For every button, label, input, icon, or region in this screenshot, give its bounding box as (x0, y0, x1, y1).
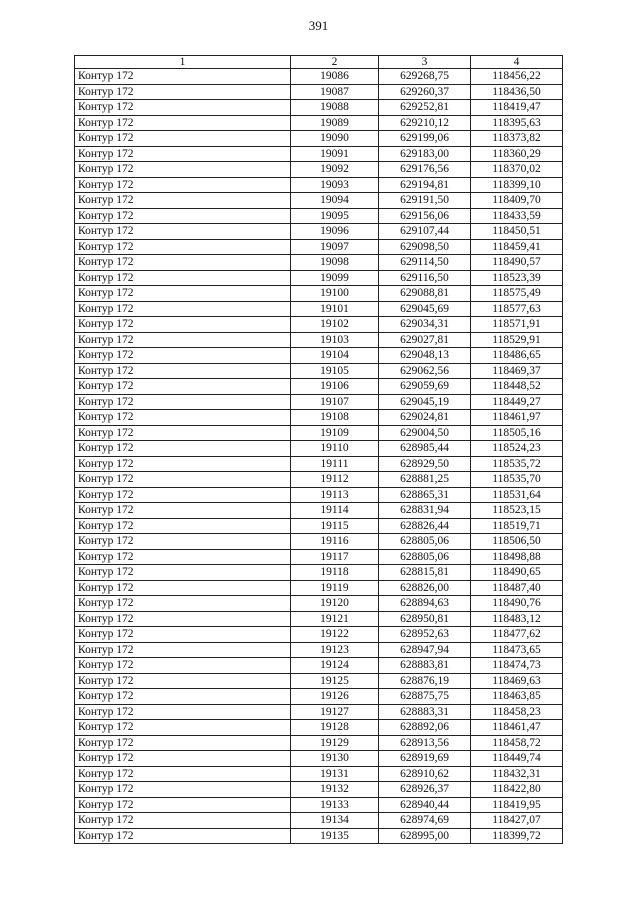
point-number-cell: 19100 (291, 286, 379, 302)
table-row (75, 611, 563, 627)
table-row (75, 348, 563, 364)
contour-name-cell: Контур 172 (75, 84, 291, 100)
x-coordinate-cell: 628929,50 (379, 456, 471, 472)
table-row (75, 317, 563, 333)
table-row (75, 689, 563, 705)
point-number-cell: 19132 (291, 782, 379, 798)
contour-name-cell: Контур 172 (75, 518, 291, 534)
contour-name-cell: Контур 172 (75, 255, 291, 271)
y-coordinate-cell: 118399,72 (471, 828, 563, 844)
point-number-cell: 19115 (291, 518, 379, 534)
point-number-cell: 19125 (291, 673, 379, 689)
table-row (75, 363, 563, 379)
point-number-cell: 19098 (291, 255, 379, 271)
point-number-cell: 19122 (291, 627, 379, 643)
y-coordinate-cell: 118449,27 (471, 394, 563, 410)
y-coordinate-cell: 118370,02 (471, 162, 563, 178)
x-coordinate-cell: 629183,00 (379, 146, 471, 162)
point-number-cell: 19133 (291, 797, 379, 813)
contour-name-cell: Контур 172 (75, 782, 291, 798)
point-number-cell: 19108 (291, 410, 379, 426)
x-coordinate-cell: 629045,69 (379, 301, 471, 317)
table-row (75, 146, 563, 162)
x-coordinate-cell: 629098,50 (379, 239, 471, 255)
point-number-cell: 19097 (291, 239, 379, 255)
contour-name-cell: Контур 172 (75, 193, 291, 209)
y-coordinate-cell: 118529,91 (471, 332, 563, 348)
table-header-row (75, 56, 563, 69)
point-number-cell: 19120 (291, 596, 379, 612)
y-coordinate-cell: 118575,49 (471, 286, 563, 302)
contour-name-cell: Контур 172 (75, 115, 291, 131)
contour-name-cell: Контур 172 (75, 456, 291, 472)
contour-name-cell: Контур 172 (75, 642, 291, 658)
column-header-2: 2 (291, 56, 379, 69)
contour-name-cell: Контур 172 (75, 565, 291, 581)
contour-name-cell: Контур 172 (75, 100, 291, 116)
x-coordinate-cell: 628881,25 (379, 472, 471, 488)
table-row (75, 410, 563, 426)
y-coordinate-cell: 118373,82 (471, 131, 563, 147)
y-coordinate-cell: 118490,76 (471, 596, 563, 612)
table-row (75, 177, 563, 193)
x-coordinate-cell: 628815,81 (379, 565, 471, 581)
point-number-cell: 19094 (291, 193, 379, 209)
y-coordinate-cell: 118427,07 (471, 813, 563, 829)
y-coordinate-cell: 118477,62 (471, 627, 563, 643)
y-coordinate-cell: 118409,70 (471, 193, 563, 209)
point-number-cell: 19096 (291, 224, 379, 240)
point-number-cell: 19092 (291, 162, 379, 178)
y-coordinate-cell: 118490,65 (471, 565, 563, 581)
x-coordinate-cell: 629045,19 (379, 394, 471, 410)
table-row (75, 379, 563, 395)
y-coordinate-cell: 118448,52 (471, 379, 563, 395)
x-coordinate-cell: 628876,19 (379, 673, 471, 689)
contour-name-cell: Контур 172 (75, 131, 291, 147)
contour-name-cell: Контур 172 (75, 286, 291, 302)
point-number-cell: 19135 (291, 828, 379, 844)
table-row (75, 394, 563, 410)
table-row (75, 301, 563, 317)
contour-name-cell: Контур 172 (75, 69, 291, 85)
x-coordinate-cell: 629194,81 (379, 177, 471, 193)
point-number-cell: 19103 (291, 332, 379, 348)
x-coordinate-cell: 628865,31 (379, 487, 471, 503)
point-number-cell: 19116 (291, 534, 379, 550)
column-header-4: 4 (471, 56, 563, 69)
table-row (75, 704, 563, 720)
y-coordinate-cell: 118450,51 (471, 224, 563, 240)
y-coordinate-cell: 118395,63 (471, 115, 563, 131)
contour-name-cell: Контур 172 (75, 425, 291, 441)
x-coordinate-cell: 629059,69 (379, 379, 471, 395)
table-row (75, 782, 563, 798)
table-row (75, 518, 563, 534)
x-coordinate-cell: 629156,06 (379, 208, 471, 224)
point-number-cell: 19126 (291, 689, 379, 705)
x-coordinate-cell: 628910,62 (379, 766, 471, 782)
table-row (75, 828, 563, 844)
table-row (75, 503, 563, 519)
table-row (75, 487, 563, 503)
x-coordinate-cell: 629252,81 (379, 100, 471, 116)
table-row (75, 456, 563, 472)
contour-name-cell: Контур 172 (75, 332, 291, 348)
y-coordinate-cell: 118486,65 (471, 348, 563, 364)
contour-name-cell: Контур 172 (75, 487, 291, 503)
table-row (75, 797, 563, 813)
x-coordinate-cell: 628883,81 (379, 658, 471, 674)
point-number-cell: 19118 (291, 565, 379, 581)
y-coordinate-cell: 118436,50 (471, 84, 563, 100)
y-coordinate-cell: 118419,47 (471, 100, 563, 116)
contour-name-cell: Контур 172 (75, 704, 291, 720)
contour-name-cell: Контур 172 (75, 394, 291, 410)
table-row (75, 673, 563, 689)
table-row (75, 332, 563, 348)
table-row (75, 100, 563, 116)
table-row (75, 580, 563, 596)
x-coordinate-cell: 628826,44 (379, 518, 471, 534)
contour-name-cell: Контур 172 (75, 580, 291, 596)
y-coordinate-cell: 118360,29 (471, 146, 563, 162)
y-coordinate-cell: 118449,74 (471, 751, 563, 767)
point-number-cell: 19134 (291, 813, 379, 829)
x-coordinate-cell: 628826,00 (379, 580, 471, 596)
x-coordinate-cell: 629034,31 (379, 317, 471, 333)
contour-name-cell: Контур 172 (75, 410, 291, 426)
x-coordinate-cell: 629260,37 (379, 84, 471, 100)
y-coordinate-cell: 118523,39 (471, 270, 563, 286)
y-coordinate-cell: 118535,70 (471, 472, 563, 488)
x-coordinate-cell: 628892,06 (379, 720, 471, 736)
table-row (75, 735, 563, 751)
contour-name-cell: Контур 172 (75, 317, 291, 333)
point-number-cell: 19127 (291, 704, 379, 720)
x-coordinate-cell: 629114,50 (379, 255, 471, 271)
page-number: 391 (308, 18, 329, 33)
point-number-cell: 19124 (291, 658, 379, 674)
point-number-cell: 19110 (291, 441, 379, 457)
table-row (75, 766, 563, 782)
contour-name-cell: Контур 172 (75, 534, 291, 550)
point-number-cell: 19121 (291, 611, 379, 627)
y-coordinate-cell: 118487,40 (471, 580, 563, 596)
y-coordinate-cell: 118461,97 (471, 410, 563, 426)
x-coordinate-cell: 628950,81 (379, 611, 471, 627)
y-coordinate-cell: 118577,63 (471, 301, 563, 317)
table-row (75, 255, 563, 271)
contour-name-cell: Контур 172 (75, 658, 291, 674)
y-coordinate-cell: 118432,31 (471, 766, 563, 782)
table-row (75, 565, 563, 581)
contour-name-cell: Контур 172 (75, 611, 291, 627)
table-row (75, 115, 563, 131)
contour-name-cell: Контур 172 (75, 735, 291, 751)
table-row (75, 720, 563, 736)
table-row (75, 425, 563, 441)
contour-name-cell: Контур 172 (75, 208, 291, 224)
table-row (75, 84, 563, 100)
column-header-3: 3 (379, 56, 471, 69)
x-coordinate-cell: 629048,13 (379, 348, 471, 364)
table-row (75, 162, 563, 178)
contour-name-cell: Контур 172 (75, 224, 291, 240)
contour-name-cell: Контур 172 (75, 270, 291, 286)
point-number-cell: 19102 (291, 317, 379, 333)
x-coordinate-cell: 629176,56 (379, 162, 471, 178)
table-row (75, 813, 563, 829)
point-number-cell: 19117 (291, 549, 379, 565)
table-row (75, 642, 563, 658)
contour-name-cell: Контур 172 (75, 363, 291, 379)
contour-name-cell: Контур 172 (75, 503, 291, 519)
point-number-cell: 19101 (291, 301, 379, 317)
y-coordinate-cell: 118535,72 (471, 456, 563, 472)
x-coordinate-cell: 628875,75 (379, 689, 471, 705)
point-number-cell: 19107 (291, 394, 379, 410)
table-row (75, 549, 563, 565)
table-row (75, 69, 563, 85)
contour-name-cell: Контур 172 (75, 673, 291, 689)
point-number-cell: 19128 (291, 720, 379, 736)
x-coordinate-cell: 628985,44 (379, 441, 471, 457)
table-row (75, 472, 563, 488)
y-coordinate-cell: 118458,23 (471, 704, 563, 720)
x-coordinate-cell: 628940,44 (379, 797, 471, 813)
point-number-cell: 19089 (291, 115, 379, 131)
table-row (75, 534, 563, 550)
y-coordinate-cell: 118458,72 (471, 735, 563, 751)
y-coordinate-cell: 118463,85 (471, 689, 563, 705)
point-number-cell: 19131 (291, 766, 379, 782)
point-number-cell: 19106 (291, 379, 379, 395)
x-coordinate-cell: 628952,63 (379, 627, 471, 643)
table-row (75, 131, 563, 147)
y-coordinate-cell: 118473,65 (471, 642, 563, 658)
x-coordinate-cell: 629027,81 (379, 332, 471, 348)
contour-name-cell: Контур 172 (75, 146, 291, 162)
x-coordinate-cell: 629191,50 (379, 193, 471, 209)
point-number-cell: 19093 (291, 177, 379, 193)
contour-name-cell: Контур 172 (75, 162, 291, 178)
x-coordinate-cell: 629062,56 (379, 363, 471, 379)
y-coordinate-cell: 118523,15 (471, 503, 563, 519)
x-coordinate-cell: 628883,31 (379, 704, 471, 720)
x-coordinate-cell: 628947,94 (379, 642, 471, 658)
contour-name-cell: Контур 172 (75, 348, 291, 364)
point-number-cell: 19109 (291, 425, 379, 441)
point-number-cell: 19112 (291, 472, 379, 488)
contour-name-cell: Контур 172 (75, 379, 291, 395)
contour-name-cell: Контур 172 (75, 813, 291, 829)
point-number-cell: 19123 (291, 642, 379, 658)
y-coordinate-cell: 118469,37 (471, 363, 563, 379)
contour-name-cell: Контур 172 (75, 472, 291, 488)
y-coordinate-cell: 118483,12 (471, 611, 563, 627)
point-number-cell: 19088 (291, 100, 379, 116)
contour-name-cell: Контур 172 (75, 751, 291, 767)
x-coordinate-cell: 628926,37 (379, 782, 471, 798)
y-coordinate-cell: 118456,22 (471, 69, 563, 85)
point-number-cell: 19129 (291, 735, 379, 751)
point-number-cell: 19114 (291, 503, 379, 519)
table-row (75, 239, 563, 255)
point-number-cell: 19090 (291, 131, 379, 147)
contour-name-cell: Контур 172 (75, 441, 291, 457)
contour-name-cell: Контур 172 (75, 301, 291, 317)
y-coordinate-cell: 118506,50 (471, 534, 563, 550)
contour-name-cell: Контур 172 (75, 797, 291, 813)
table-row (75, 751, 563, 767)
point-number-cell: 19086 (291, 69, 379, 85)
contour-name-cell: Контур 172 (75, 549, 291, 565)
x-coordinate-cell: 629088,81 (379, 286, 471, 302)
y-coordinate-cell: 118498,88 (471, 549, 563, 565)
x-coordinate-cell: 629004,50 (379, 425, 471, 441)
table-row (75, 270, 563, 286)
x-coordinate-cell: 628805,06 (379, 549, 471, 565)
x-coordinate-cell: 629116,50 (379, 270, 471, 286)
contour-name-cell: Контур 172 (75, 828, 291, 844)
point-number-cell: 19130 (291, 751, 379, 767)
x-coordinate-cell: 629268,75 (379, 69, 471, 85)
y-coordinate-cell: 118422,80 (471, 782, 563, 798)
contour-name-cell: Контур 172 (75, 177, 291, 193)
y-coordinate-cell: 118571,91 (471, 317, 563, 333)
y-coordinate-cell: 118519,71 (471, 518, 563, 534)
point-number-cell: 19095 (291, 208, 379, 224)
point-number-cell: 19119 (291, 580, 379, 596)
x-coordinate-cell: 628995,00 (379, 828, 471, 844)
y-coordinate-cell: 118490,57 (471, 255, 563, 271)
table-row (75, 193, 563, 209)
table-row (75, 658, 563, 674)
contour-name-cell: Контур 172 (75, 766, 291, 782)
table-row (75, 596, 563, 612)
y-coordinate-cell: 118474,73 (471, 658, 563, 674)
table-body (75, 69, 563, 844)
point-number-cell: 19105 (291, 363, 379, 379)
x-coordinate-cell: 629199,06 (379, 131, 471, 147)
y-coordinate-cell: 118531,64 (471, 487, 563, 503)
point-number-cell: 19113 (291, 487, 379, 503)
contour-name-cell: Контур 172 (75, 689, 291, 705)
contour-name-cell: Контур 172 (75, 720, 291, 736)
y-coordinate-cell: 118524,23 (471, 441, 563, 457)
contour-name-cell: Контур 172 (75, 596, 291, 612)
table-row (75, 286, 563, 302)
column-header-1: 1 (75, 56, 291, 69)
x-coordinate-cell: 629024,81 (379, 410, 471, 426)
y-coordinate-cell: 118505,16 (471, 425, 563, 441)
x-coordinate-cell: 629107,44 (379, 224, 471, 240)
point-number-cell: 19111 (291, 456, 379, 472)
table-row (75, 441, 563, 457)
point-number-cell: 19087 (291, 84, 379, 100)
x-coordinate-cell: 628919,69 (379, 751, 471, 767)
y-coordinate-cell: 118419,95 (471, 797, 563, 813)
y-coordinate-cell: 118459,41 (471, 239, 563, 255)
x-coordinate-cell: 628831,94 (379, 503, 471, 519)
coordinates-table (74, 55, 563, 844)
x-coordinate-cell: 629210,12 (379, 115, 471, 131)
contour-name-cell: Контур 172 (75, 239, 291, 255)
contour-name-cell: Контур 172 (75, 627, 291, 643)
y-coordinate-cell: 118399,10 (471, 177, 563, 193)
x-coordinate-cell: 628913,56 (379, 735, 471, 751)
point-number-cell: 19091 (291, 146, 379, 162)
x-coordinate-cell: 628974,69 (379, 813, 471, 829)
y-coordinate-cell: 118433,59 (471, 208, 563, 224)
y-coordinate-cell: 118461,47 (471, 720, 563, 736)
x-coordinate-cell: 628805,06 (379, 534, 471, 550)
point-number-cell: 19099 (291, 270, 379, 286)
table-row (75, 627, 563, 643)
point-number-cell: 19104 (291, 348, 379, 364)
table-row (75, 208, 563, 224)
y-coordinate-cell: 118469,63 (471, 673, 563, 689)
x-coordinate-cell: 628894,63 (379, 596, 471, 612)
table-row (75, 224, 563, 240)
